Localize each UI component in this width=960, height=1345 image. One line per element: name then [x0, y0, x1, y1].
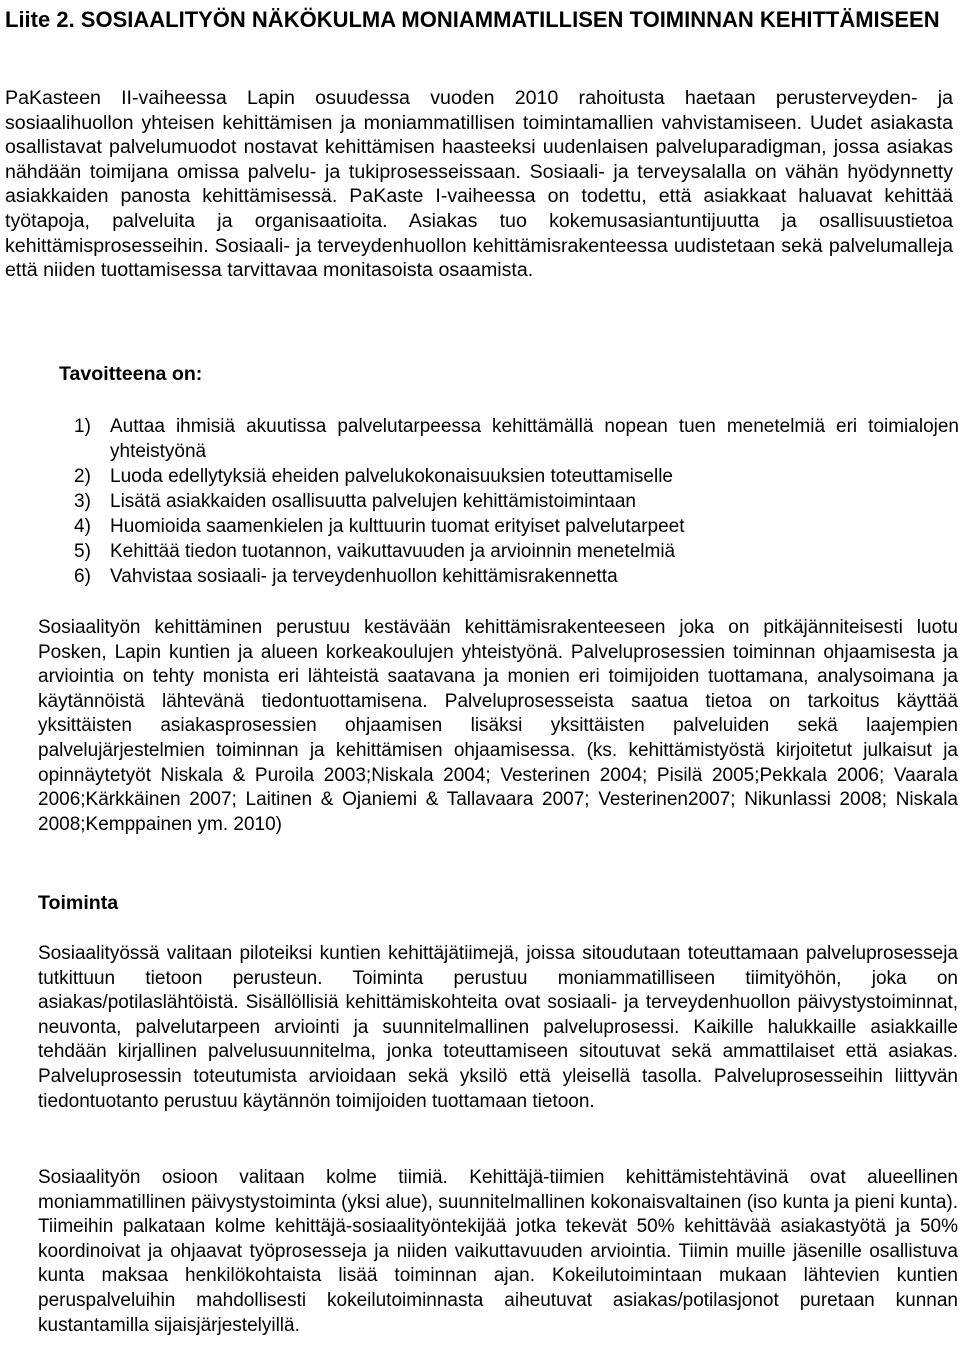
list-item	[74, 564, 959, 589]
activity-paragraph: Sosiaalityössä valitaan piloteiksi kuntien kehittäjätiimejä, joissa sitoudutaan toteuttamaan palveluprosesseja tutkittuun tietoon perusteun. Toiminta perustuu moniammatilliseen tiimityöhön, joka on asiakas/potilaslähtöistä. Sisällöllisiä kehittämiskohteita ovat sosiaali- ja terveydenhuollon päivystystoiminnat, neuvonta, palvelutarpeen arviointi ja suunnitelmallinen palveluprosessi. Kaikille halukkaille asiakkaille tehdään kirjallinen palvelusuunnitelma, jonka toteuttamiseen sitoutuvat sekä ammattilaiset että asiakas. Palveluprosessin toteutumista arvioidaan sekä yksilö että yleisellä tasolla. Palveluprosesseihin liittyvän tiedontuotanto perustuu käytännön toimijoiden tuottamaan tietoon.	[38, 943, 958, 1112]
list-item-number: 4)	[74, 516, 91, 537]
teams-paragraph: Sosiaalityön osioon valitaan kolme tiimiä. Kehittäjä-tiimien kehittämistehtävinä ovat alueellinen moniammatillinen päivystystoiminta (yksi alue), suunnitelmallinen kokonaisvaltainen (iso kunta ja pieni kunta). Tiimeihin palkataan kolme kehittäjä-sosiaalityöntekijää jotka tekevät 50% kehittävää asiakastyötä ja 50% koordinoivat ja ohjaavat työprosesseja ja niiden vaikuttavuuden arviointia. Tiimin muille jäsenille osallistuva kunta maksaa henkilökohtaista lisää toiminnan ajan. Kokeilutoimintaan mukaan lähtevien kuntien peruspalveluihin mahdollisesti kokeilutoiminnasta aiheutuvat asiakas/potilasjonot puretaan kunnan kustantamilla sijaisjärjestelyillä.	[38, 1167, 958, 1336]
list-item	[74, 464, 959, 489]
list-item-text: Luoda edellytyksiä eheiden palvelukokonaisuuksien toteuttamiselle	[110, 466, 673, 487]
list-item	[74, 489, 959, 514]
page-title: Liite 2. SOSIAALITYÖN NÄKÖKULMA MONIAMMATILLISEN TOIMINNAN KEHITTÄMISEEN	[5, 7, 940, 32]
development-paragraph: Sosiaalityön kehittäminen perustuu kestävään kehittämisrakenteeseen joka on pitkäjänniteisesti luotu Posken, Lapin kuntien ja alueen korkeakoulujen yhteistyönä. Palveluprosessien toiminnan ohjaamisesta ja arviointia on tehty monista eri lähteistä saatavana ja monien eri toimijoiden tuottamana, analysoimana ja käytännöistä lähtevänä tiedontuottamisena. Palveluprosesseista saatua tietoa on tarkoitus käyttää yksittäisten asiakasprosessien ohjaamisen lisäksi yksittäisten palveluiden sekä laajempien palvelujärjestelmien toiminnan ja kehittämisen ohjaamisessa. (ks. kehittämistyöstä kirjoitetut julkaisut ja opinnäytetyöt Niskala & Puroila 2003;Niskala 2004; Vesterinen 2004; Pisilä 2005;Pekkala 2006; Vaarala 2006;Kärkkäinen 2007; Laitinen & Ojaniemi & Tallavaara 2007; Vesterinen2007; Nikunlassi 2008; Niskala 2008;Kemppainen ym. 2010)	[38, 617, 958, 835]
list-item-number: 1)	[74, 416, 91, 437]
intro-paragraph: PaKasteen II-vaiheessa Lapin osuudessa vuoden 2010 rahoitusta haetaan perusterveyden- ja sosiaalihuollon yhteisen kehittämisen ja moniammatillisen toimintamallien vahvistamiseen. Uudet asiakasta osallistavat palvelumuodot nostavat kehittämisen haasteeksi uudenlaisen palveluparadigman, jossa asiakas nähdään toimijana omissa palvelu- ja tukiprosesseissaan. Sosiaali- ja terveysalalla on vähän hyödynnetty asiakkaiden panosta kehittämisessä. PaKaste I-vaiheessa on todettu, että asiakkaat haluavat kehittää työtapoja, palveluita ja organisaatioita. Asiakas tuo kokemusasiantuntijuutta ja osallisuustietoa kehittämisprosesseihin. Sosiaali- ja terveydenhuollon kehittämisrakenteessa uudistetaan sekä palvelumalleja että niiden tuottamisessa tarvittavaa monitasoista osaamista.	[5, 87, 953, 282]
goals-list	[74, 414, 959, 589]
list-item-text: Huomioida saamenkielen ja kulttuurin tuomat erityiset palvelutarpeet	[110, 516, 685, 537]
list-item-number: 2)	[74, 466, 91, 487]
goals-heading: Tavoitteena on:	[59, 363, 203, 385]
list-item	[74, 414, 959, 464]
list-item-text: Auttaa ihmisiä akuutissa palvelutarpeessa kehittämällä nopean tuen menetelmiä eri toimialojen yhteistyönä	[110, 416, 959, 462]
list-item-text: Vahvistaa sosiaali- ja terveydenhuollon kehittämisrakennetta	[110, 566, 618, 587]
list-item-number: 6)	[74, 566, 91, 587]
list-item-number: 5)	[74, 541, 91, 562]
section-heading-toiminta: Toiminta	[38, 892, 119, 914]
list-item-text: Kehittää tiedon tuotannon, vaikuttavuuden ja arvioinnin menetelmiä	[110, 541, 676, 562]
list-item-number: 3)	[74, 491, 91, 512]
list-item-text: Lisätä asiakkaiden osallisuutta palvelujen kehittämistoimintaan	[110, 491, 636, 512]
list-item	[74, 514, 959, 539]
list-item	[74, 539, 959, 564]
